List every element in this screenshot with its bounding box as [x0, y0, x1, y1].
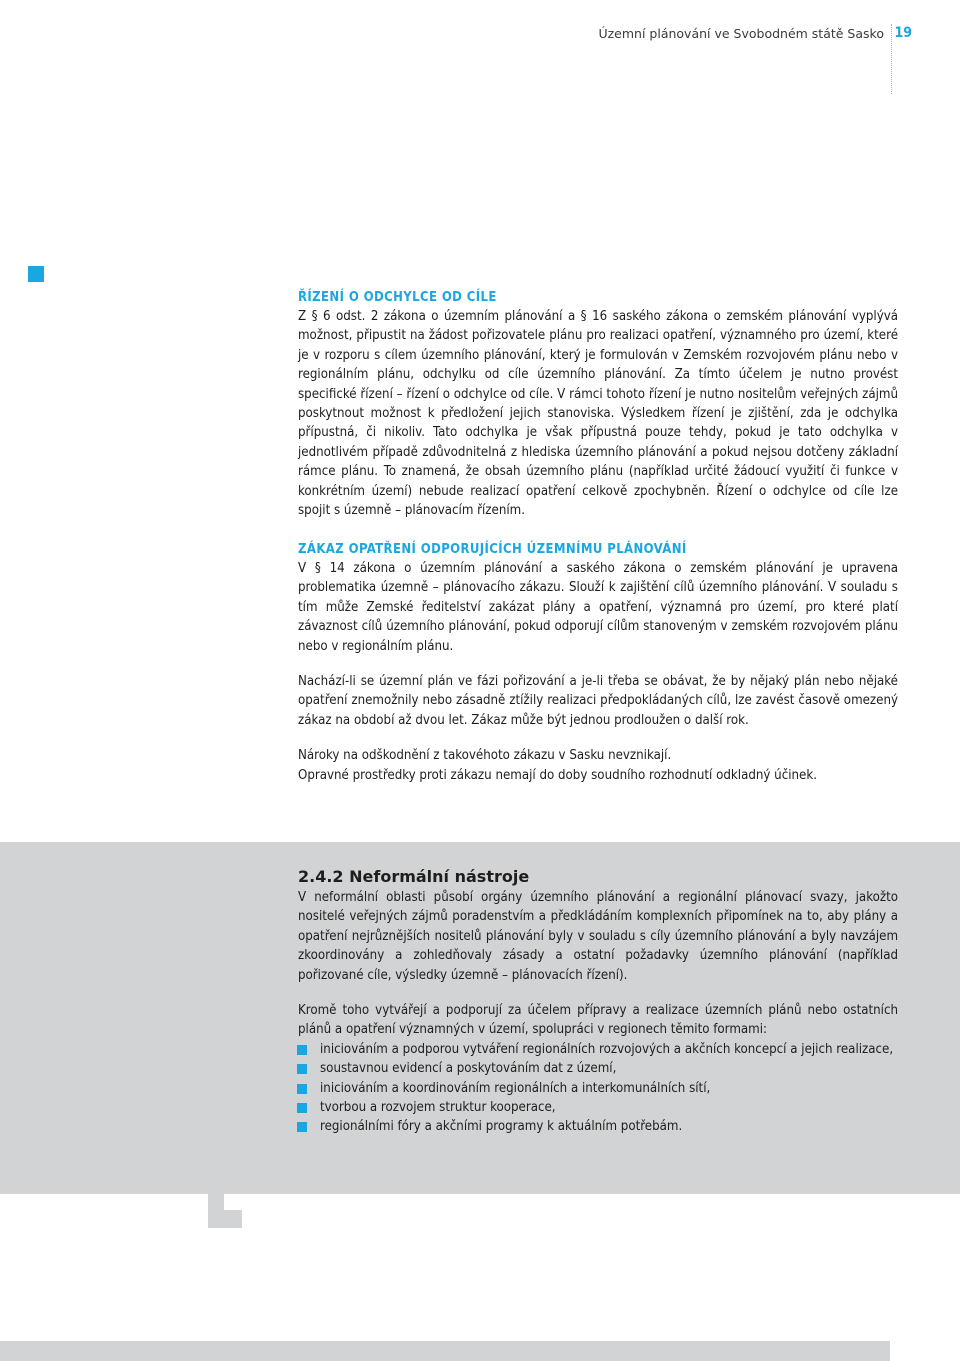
header-divider	[891, 24, 892, 94]
list-item: soustavnou evidencí a poskytováním dat z území,	[298, 1059, 898, 1078]
bullet-square-icon	[297, 1045, 307, 1055]
running-header-title: Územní plánování ve Svobodném státě Sasko	[598, 26, 884, 41]
zakaz-line-2: Opravné prostředky proti zákazu nemají do doby soudního rozhodnutí odkladný účinek.	[298, 767, 817, 783]
list-item: iniciováním a podporou vytváření regionálních rozvojových a akčních koncepcí a jejich realizace,	[298, 1040, 898, 1059]
bottom-rule	[0, 1341, 890, 1361]
list-item: tvorbou a rozvojem struktur kooperace,	[298, 1098, 898, 1117]
section-informal-instruments	[298, 866, 898, 1137]
bullet-square-icon	[297, 1122, 307, 1132]
section-text-odchylka: Z § 6 odst. 2 zákona o územním plánování a § 16 saského zákona o zemském plánování vyplývá možnost, připustit na žádost pořizovatele plánu pro realizaci opatření, významného pro území, které je v rozporu s cílem územního plánování, který je formulován v Zemském rozvojovém plánu nebo v regionálním plánu, odchylku od cíle územního plánování. Za tímto účelem je nutno provést specifické řízení – řízení o odchylce od cíle. V rámci tohoto řízení je nutno nositelům veřejných zájmů poskytnout možnost k předložení jejich stanoviska. Výsledkem řízení je zjištění, zda je odchylka přípustná, či nikoliv. Tato odchylka je však přípustná pouze tehdy, pokud je tato odchylka v jednotlivém případě zdůvodnitelná z hlediska územního plánování a pokud nejsou dotčeny základní rámce plánu. To znamená, že obsah územního plánu (například určité žádoucí využití či funkce v konkrétním území) nebude realizací opatření celkově zpochybněn. Řízení o odchylce od cíle lze spojit s územně – plánovacím řízením.	[298, 309, 898, 519]
informal-paragraph-1: V neformální oblasti působí orgány územního plánování a regionální plánovací svazy, jakožto nositelé veřejných zájmů poradenstvím a předkládáním komplexních připomínek na to, aby plány a opatření nejrůznějších nositelů plánování byly v souladu s cíly územního plánování a byly navzájem zkoordinovány a zohledňovaly zásady a ostatní požadavky územního plánování (například pořizované cíle, výsledky územně – plánovacích řízení).	[298, 890, 898, 983]
running-header	[0, 24, 960, 48]
zakaz-paragraph-1: V § 14 zákona o územním plánování a saského zákona o zemském plánování je upravena problematika územně – plánovacího zákazu. Slouží k zajištění cílů územního plánování. V souladu s tím může Zemské ředitelství zakázat plány a opatření, významná pro území, pro které platí závaznost cílů územního plánování, pokud odporují cílům stanoveným v zemském rozvojovém plánu nebo v regionálním plánu.	[298, 561, 898, 654]
section-heading-odchylka: ŘÍZENÍ O ODCHYLCE OD CÍLE	[298, 290, 497, 305]
informal-paragraph-2: Kromě toho vytvářejí a podporují za účelem přípravy a realizace územních plánů nebo ostatních plánů a opatření významných v území, spolupráci v regionech těmito formami:	[298, 1003, 898, 1038]
zakaz-line-1: Nároky na odškodnění z takovéhoto zákazu v Sasku nevznikají.	[298, 748, 672, 764]
bullet-square-icon	[297, 1084, 307, 1094]
bullet-square-icon	[297, 1103, 307, 1113]
list-item: iniciováním a koordinováním regionálních a interkomunálních sítí,	[298, 1079, 898, 1098]
section-marker-square	[28, 266, 44, 282]
footer-corner-ornament	[208, 1194, 242, 1228]
list-item: regionálními fóry a akčními programy k aktuálním potřebám.	[298, 1117, 898, 1136]
section-zakaz	[298, 540, 898, 785]
bullet-square-icon	[297, 1064, 307, 1074]
cooperation-forms-list	[298, 1040, 898, 1137]
section-heading-zakaz: ZÁKAZ OPATŘENÍ ODPORUJÍCÍCH ÚZEMNÍMU PLÁNOVÁNÍ	[298, 542, 687, 557]
section-heading-informal: 2.4.2 Neformální nástroje	[298, 867, 530, 886]
zakaz-paragraph-2: Nachází-li se územní plán ve fázi pořizování a je-li třeba se obávat, že by nějaký plán nebo nějaké opatření znemožnily nebo zásadně ztížily realizaci předpokládaných cílů, lze zavést časově omezený zákaz na období až dvou let. Zákaz může být jednou prodloužen o další rok.	[298, 674, 898, 728]
section-odchylka	[298, 288, 898, 520]
page-number: 19	[894, 25, 912, 41]
